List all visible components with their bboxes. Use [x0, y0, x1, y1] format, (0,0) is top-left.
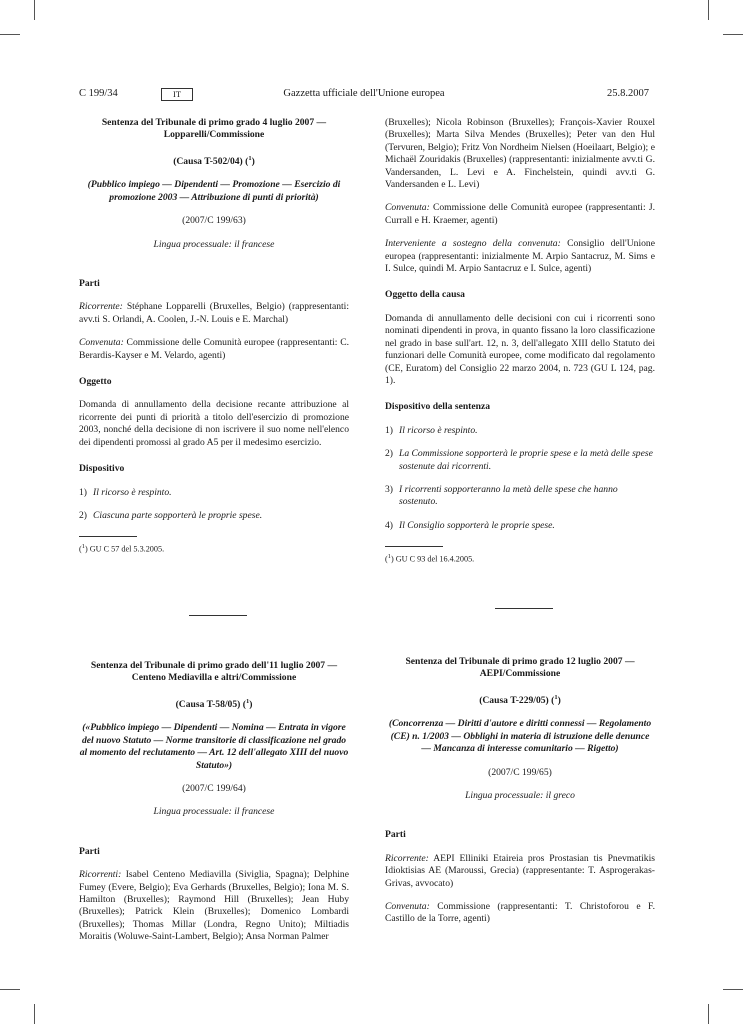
section-heading-dispositivo: Dispositivo	[79, 463, 125, 475]
case-centeno-mediavilla	[79, 660, 349, 955]
footnote: ($^1$) GU C 93 del 16.4.2005.	[385, 553, 475, 564]
intervener: Interveniente a sostegno della convenuta: Consiglio dell'Unione europea (rappresentanti: inizialmente M. Arpio Santacruz, M. Sims e I. Sulce, quindi M. Arpio Santacruz e I. Sulce, agenti)	[385, 238, 655, 275]
case-number: (Causa T-229/05) ($^1$)	[479, 693, 561, 706]
procedural-language: Lingua processuale: il greco	[465, 790, 575, 802]
section-heading-oggetto: Oggetto della causa	[385, 289, 465, 301]
crop-mark	[708, 1004, 709, 1024]
journal-title: Gazzetta ufficiale dell'Unione europea	[283, 88, 445, 99]
applicants-continued: (Bruxelles); Nicola Robinson (Bruxelles); François-Xavier Rouxel (Bruxelles); Marta Silva Mendes (Bruxelles); Peter van den Hul (Tervuren, Belgio); Fritz Von Nordheim Nielsen (Hoeilaart, Belgio); e Michaël Zouridakis (Bruxelles) (rappresentanti: inizialmente avv.ti G. Vandersanden, L. Levi e A. Finchelstein, quindi avv.ti G. Vandersanden e L. Levi)	[385, 117, 655, 191]
case-lopparelli	[79, 117, 349, 555]
language-badge: IT	[161, 88, 193, 101]
section-heading-parti: Parti	[79, 845, 100, 857]
article-separator	[189, 615, 247, 616]
case-number: (Causa T-58/05) ($^1$)	[175, 697, 253, 710]
ruling-item: 2) La Commissione sopporterà le proprie spese e la metà delle spese sostenute dai ricorrenti.	[385, 448, 653, 472]
ruling-item: 1) Il ricorso è respinto.	[79, 486, 172, 498]
crop-mark	[34, 0, 35, 20]
defendant: Convenuta: Commissione delle Comunità europee (rappresentanti: C. Berardis-Kayser e M. Velardo, agenti)	[79, 337, 350, 361]
case-subject: (Concorrenza — Diritti d'autore e diritti connessi — Regolamento (CE) n. 1/2003 — Obblighi in materia di istruzione delle denunce — Mancanza di interesse comunitario — Rigetto)	[388, 718, 652, 755]
applicant: Ricorrente: Stéphane Lopparelli (Bruxelles, Belgio) (rappresentanti: avv.ti S. Orlandi, A. Coolen, J.-N. Louis e E. Marchal)	[79, 301, 349, 325]
ruling-item: 1) Il ricorso è respinto.	[385, 424, 478, 436]
ruling-item: 4) Il Consiglio sopporterà le proprie spese.	[385, 519, 555, 531]
applicants: Ricorrenti: Isabel Centeno Mediavilla (Siviglia, Spagna); Delphine Fumey (Evere, Belgio); Eva Gerhards (Bruxelles, Belgio); Iona M. S. Hamilton (Bruxelles); Raymond Hill (Bruxelles); Jean Huby (Bruxelles); Patrick Klein (Bruxelles); Domenico Lombardi (Bruxelles); Thomas Millar (Londra, Regno Unito); Miltiadis Moraitis (Woluwe-Saint-Lambert, Belgio); Ansa Norman Palmer	[79, 869, 349, 943]
page-header	[79, 88, 649, 102]
section-heading-oggetto: Oggetto	[79, 376, 112, 388]
crop-mark	[723, 989, 743, 990]
section-heading-parti: Parti	[79, 278, 100, 290]
applicant: Ricorrente: AEPI Elliniki Etaireia pros Prostasian tis Pnevmatikis Idioktisias AE (Maroussi, Grecia) (rappresentante: T. Asprogerakas-Grivas, avvocato)	[385, 852, 655, 889]
crop-mark	[723, 34, 743, 35]
footnote: ($^1$) GU C 57 del 5.3.2005.	[79, 543, 165, 555]
procedural-language: Lingua processuale: il francese	[153, 806, 275, 818]
page-number: C 199/34	[79, 88, 118, 99]
case-title: Sentenza del Tribunale di primo grado 4 luglio 2007 — Lopparelli/Commissione	[101, 117, 327, 141]
case-object: Domanda di annullamento della decisione recante attribuzione al ricorrente dei punti di priorità a titolo dell'esercizio di promozione 2003, nonché della decisione di non iscrivere il suo nome nell'elenco dei dipendenti promossi al grado A5 per il medesimo esercizio.	[79, 399, 349, 448]
ruling-item: 3) I ricorrenti sopporteranno la metà delle spese che hanno sostenuto.	[385, 483, 618, 508]
procedural-language: Lingua processuale: il francese	[153, 238, 275, 250]
case-subject: («Pubblico impiego — Dipendenti — Nomina — Entrata in vigore del nuovo Statuto — Norme transitorie di classificazione nel grado al momento del reclutamento — Art. 12 dell'allegato XIII del nuovo Statuto»)	[79, 722, 349, 771]
case-continuation	[385, 117, 655, 565]
crop-mark	[34, 1004, 35, 1024]
defendant: Convenuta: Commissione (rappresentanti: T. Christoforou e F. Castillo de la Torre, agenti)	[385, 901, 655, 925]
crop-mark	[0, 989, 20, 990]
case-title: Sentenza del Tribunale di primo grado dell'11 luglio 2007 — Centeno Mediavilla e altri/Commissione	[90, 660, 338, 684]
case-reference: (2007/C 199/63)	[182, 215, 246, 227]
case-number: (Causa T-502/04) ($^1$)	[173, 154, 255, 167]
section-heading-dispositivo: Dispositivo della sentenza	[385, 401, 491, 413]
crop-mark	[708, 0, 709, 20]
case-object: Domanda di annullamento delle decisioni con cui i ricorrenti sono nominati dipendenti in prova, in quanto fissano la loro classificazione nel grado in base sull'art. 12, n. 3, dell'allegato XIII dello Statuto dei funzionari delle Comunità europee, come modificato dal regolamento (CE, Euratom) del Consiglio 22 marzo 2004, n. 723 (GU L 124, pag. 1).	[385, 312, 655, 386]
ruling-item: 2) Ciascuna parte sopporterà le proprie spese.	[79, 509, 263, 521]
defendant: Convenuta: Commissione delle Comunità europee (rappresentanti: J. Currall e H. Kraemer, agenti)	[385, 202, 655, 226]
case-reference: (2007/C 199/64)	[182, 783, 246, 795]
case-reference: (2007/C 199/65)	[488, 766, 552, 778]
publication-date: 25.8.2007	[607, 88, 649, 99]
section-heading-parti: Parti	[385, 829, 406, 841]
article-separator	[495, 608, 553, 609]
footnote-rule	[385, 546, 443, 547]
crop-mark	[0, 34, 20, 35]
case-title: Sentenza del Tribunale di primo grado 12 luglio 2007 — AEPI/Commissione	[405, 656, 635, 680]
footnote-rule	[79, 536, 137, 537]
case-subject: (Pubblico impiego — Dipendenti — Promozione — Esercizio di promozione 2003 — Attribuzione di punti di priorità)	[87, 179, 341, 203]
case-aepi	[385, 656, 655, 937]
